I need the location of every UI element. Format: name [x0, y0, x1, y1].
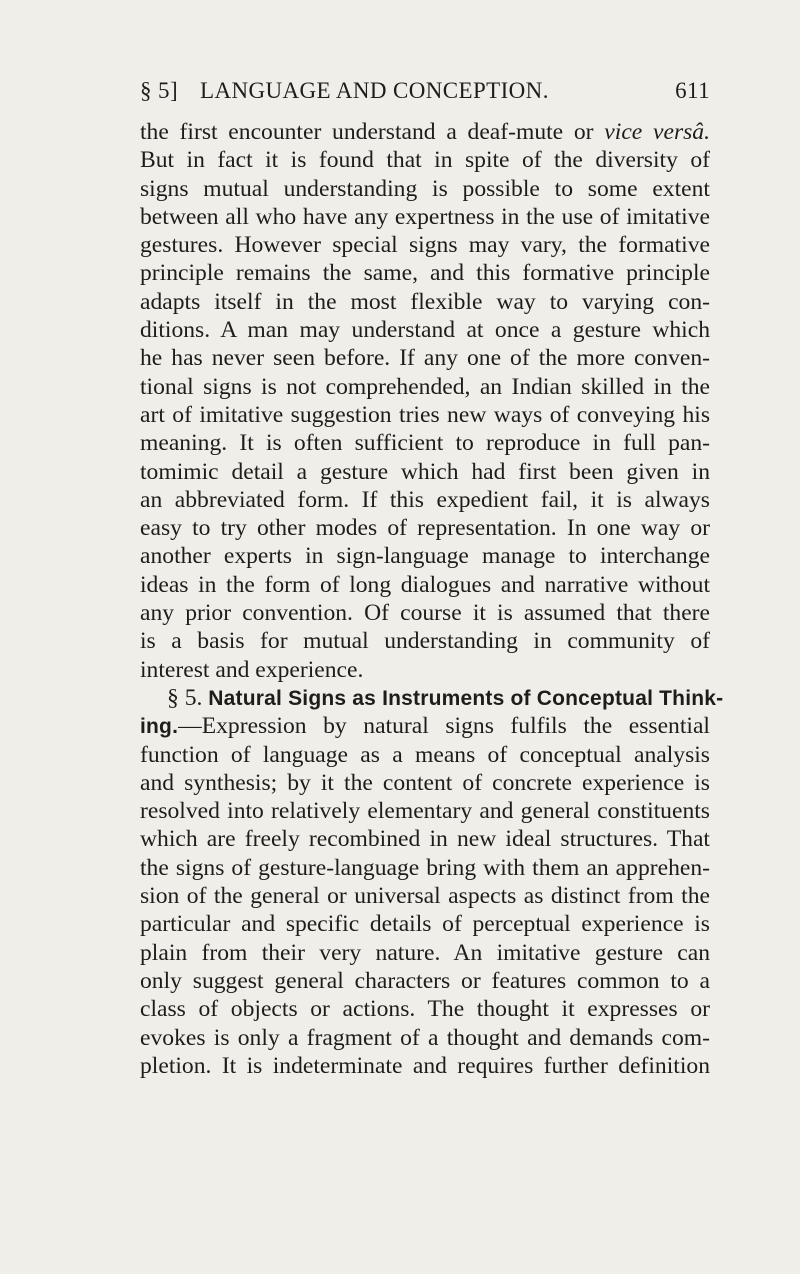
- running-head: [140, 78, 710, 108]
- text-line: [140, 118, 710, 146]
- section-reference: § 5]: [140, 78, 179, 103]
- section-mark: § 5.: [167, 684, 203, 711]
- chapter-title: LANGUAGE AND CONCEPTION.: [200, 78, 549, 103]
- text-line: meaning. It is often sufficient to reproduce in full pan-: [140, 430, 710, 457]
- text-line: function of language as a means of conceptual analysis: [140, 741, 710, 768]
- text-line: pletion. It is indeterminate and requires further definition: [140, 1052, 710, 1079]
- text-line: is a basis for mutual understanding in community of: [140, 628, 710, 655]
- text-line: tional signs is not comprehended, an Indian skilled in the: [140, 373, 710, 400]
- paragraph-1: [140, 118, 710, 684]
- text-line: he has never seen before. If any one of the more conven-: [140, 345, 710, 372]
- text-line: the signs of gesture-language bring with them an apprehen-: [140, 854, 710, 881]
- text-line: only suggest general characters or features common to a: [140, 967, 710, 994]
- text-line: principle remains the same, and this formative principle: [140, 260, 710, 287]
- section-heading-continued: ing.: [140, 715, 179, 739]
- section-heading-line: [140, 684, 724, 712]
- text-line: easy to try other modes of representation. In one way or: [140, 515, 710, 542]
- text-line: adapts itself in the most flexible way to varying con-: [140, 288, 710, 315]
- italic-phrase: vice versâ.: [604, 119, 711, 145]
- text-line: [140, 712, 710, 740]
- text-line: But in fact it is found that in spite of the diversity of: [140, 147, 710, 174]
- text-line: particular and specific details of perceptual experience is: [140, 911, 710, 938]
- paragraph-2: [140, 684, 724, 1080]
- text-line: any prior convention. Of course it is assumed that there: [140, 600, 710, 627]
- text-line: another experts in sign-language manage to interchange: [140, 543, 710, 570]
- text-line-content: —Expression by natural signs fulfils the essential: [178, 713, 710, 740]
- text-line: ditions. A man may understand at once a gesture which: [140, 317, 710, 344]
- text-line: which are freely recombined in new ideal structures. That: [140, 826, 710, 853]
- text-line: plain from their very nature. An imitative gesture can: [140, 939, 710, 966]
- text-line: sion of the general or universal aspects as distinct from the: [140, 883, 710, 910]
- text-line-content: the first encounter understand a deaf-mute or: [140, 119, 594, 145]
- body-text: [140, 118, 724, 1080]
- text-line: art of imitative suggestion tries new ways of conveying his: [140, 401, 710, 428]
- section-heading: Natural Signs as Instruments of Conceptual Think-: [208, 686, 724, 710]
- text-line: between all who have any expertness in the use of imitative: [140, 203, 710, 230]
- text-line: evokes is only a fragment of a thought and demands com-: [140, 1024, 710, 1051]
- text-line: resolved into relatively elementary and general constituents: [140, 798, 710, 825]
- text-line: gestures. However special signs may vary, the formative: [140, 232, 710, 259]
- text-line: tomimic detail a gesture which had first been given in: [140, 458, 710, 485]
- text-line: interest and experience.: [140, 656, 364, 683]
- text-line: and synthesis; by it the content of concrete experience is: [140, 769, 710, 796]
- text-line: signs mutual understanding is possible to some extent: [140, 175, 710, 202]
- text-line: ideas in the form of long dialogues and narrative without: [140, 571, 710, 598]
- text-line: an abbreviated form. If this expedient fail, it is always: [140, 486, 710, 513]
- text-line: class of objects or actions. The thought it expresses or: [140, 996, 710, 1023]
- page-number: 611: [675, 78, 710, 103]
